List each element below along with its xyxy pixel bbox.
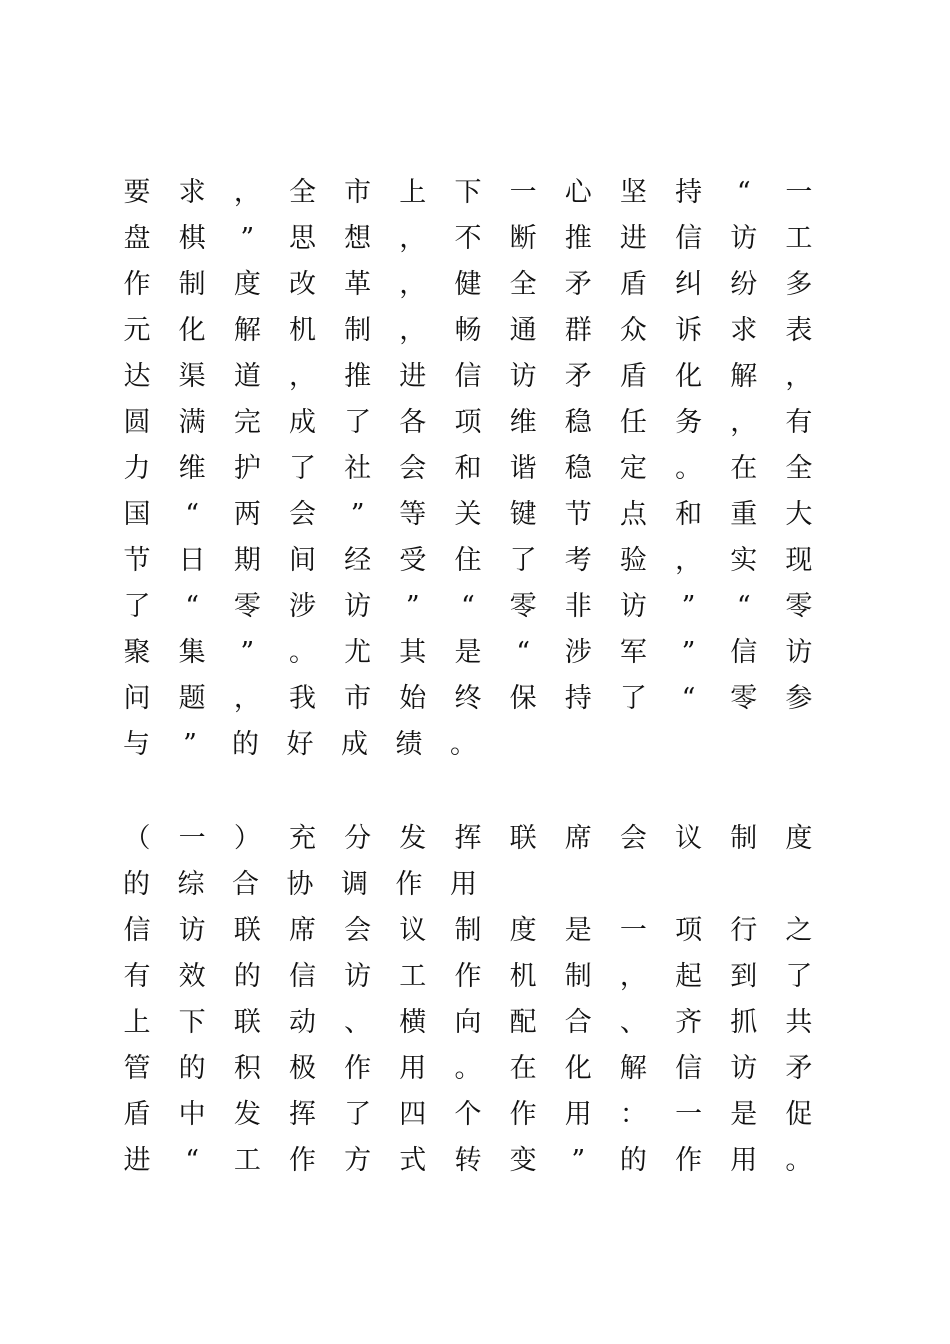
text-char: 访 <box>785 637 813 668</box>
text-char: 节 <box>123 545 151 576</box>
text-char: 健 <box>454 269 482 300</box>
text-char: ， <box>399 315 427 346</box>
text-char: “ <box>185 1145 200 1176</box>
text-char: 与 <box>123 729 150 760</box>
text-char: 。 <box>675 453 703 484</box>
text-char: 持 <box>564 683 592 714</box>
text-char: 是 <box>454 637 482 668</box>
text-char: 有 <box>785 407 813 438</box>
text-char: 共 <box>785 1007 813 1038</box>
text-char: ， <box>399 223 427 254</box>
text-char: 下 <box>178 1007 206 1038</box>
text-char: 验 <box>619 545 647 576</box>
text-char: 社 <box>344 453 372 484</box>
text-char: 用 <box>399 1053 427 1084</box>
text-char: 维 <box>178 453 206 484</box>
text-char: 项 <box>454 407 482 438</box>
text-char: 满 <box>178 407 206 438</box>
text-char: 化 <box>564 1053 592 1084</box>
text-char: 有 <box>123 961 151 992</box>
text-char: 节 <box>564 499 592 530</box>
text-char: 等 <box>399 499 427 530</box>
text-char: 元 <box>123 315 151 346</box>
text-char: 一 <box>509 177 537 208</box>
text-char: 好 <box>286 729 314 760</box>
text-char: 到 <box>730 961 758 992</box>
text-char: 盘 <box>123 223 151 254</box>
text-char: 化 <box>178 315 206 346</box>
text-char: 。 <box>454 1053 482 1084</box>
text-char: 上 <box>399 177 427 208</box>
text-char: 向 <box>454 1007 482 1038</box>
text-char: 改 <box>288 269 316 300</box>
text-char: 促 <box>785 1099 813 1130</box>
text-char: 其 <box>399 637 427 668</box>
text-char: 齐 <box>675 1007 703 1038</box>
text-char: 众 <box>619 315 647 346</box>
text-char: 变 <box>509 1145 537 1176</box>
text-char: 的 <box>178 1053 206 1084</box>
text-char: 渠 <box>178 361 206 392</box>
text-char: 重 <box>730 499 758 530</box>
text-char: “ <box>185 499 200 530</box>
text-char: 一 <box>178 823 206 854</box>
text-char: 合 <box>564 1007 592 1038</box>
text-char: 完 <box>233 407 261 438</box>
text-char: 转 <box>454 1145 482 1176</box>
text-char: 作 <box>675 1145 703 1176</box>
text-char: 定 <box>619 453 647 484</box>
text-char: 涉 <box>288 591 316 622</box>
text-char: 联 <box>509 823 537 854</box>
text-char: 是 <box>730 1099 758 1130</box>
text-char: 国 <box>123 499 151 530</box>
text-char: ， <box>619 961 647 992</box>
text-char: 访 <box>344 591 372 622</box>
text-char: “ <box>681 683 696 714</box>
section-heading-line <box>123 862 813 908</box>
text-char: 期 <box>233 545 261 576</box>
text-char: ， <box>399 269 427 300</box>
text-char: 了 <box>785 961 813 992</box>
text-char: 度 <box>509 915 537 946</box>
text-char: 点 <box>619 499 647 530</box>
text-char: 会 <box>399 453 427 484</box>
section-coordination <box>123 816 813 1184</box>
text-char: 极 <box>288 1053 316 1084</box>
text-line <box>123 492 813 538</box>
text-char: 求 <box>178 177 206 208</box>
text-line <box>123 1000 813 1046</box>
text-char: 矛 <box>564 269 592 300</box>
text-char: 保 <box>509 683 537 714</box>
text-char: 会 <box>288 499 316 530</box>
text-char: ， <box>233 683 261 714</box>
text-char: 持 <box>675 177 703 208</box>
text-char: 工 <box>233 1145 261 1176</box>
text-line <box>123 1138 813 1184</box>
text-char: 制 <box>178 269 206 300</box>
text-char: ： <box>619 1099 647 1130</box>
text-char: 、 <box>619 1007 647 1038</box>
text-char: 了 <box>509 545 537 576</box>
text-char: 考 <box>564 545 592 576</box>
text-char: 盾 <box>619 361 647 392</box>
text-char: 度 <box>785 823 813 854</box>
text-char: （ <box>123 823 151 854</box>
text-char: 作 <box>288 1145 316 1176</box>
text-char: ” <box>405 591 420 622</box>
text-char: ， <box>675 545 703 576</box>
text-char: 制 <box>730 823 758 854</box>
text-char: 受 <box>399 545 427 576</box>
text-char: ） <box>233 823 261 854</box>
text-char: 工 <box>399 961 427 992</box>
text-char: 两 <box>233 499 261 530</box>
text-char: 成 <box>288 407 316 438</box>
text-char: 。 <box>785 1145 813 1176</box>
text-char: ” <box>350 499 365 530</box>
text-line <box>123 216 813 262</box>
text-char: 的 <box>619 1145 647 1176</box>
text-char: 的 <box>232 729 259 760</box>
text-char: 稳 <box>564 453 592 484</box>
text-char: 求 <box>730 315 758 346</box>
text-char: 务 <box>675 407 703 438</box>
text-char: 达 <box>123 361 151 392</box>
text-char: “ <box>736 591 751 622</box>
text-char: 纷 <box>730 269 758 300</box>
text-char: 充 <box>288 823 316 854</box>
text-char: 涉 <box>564 637 592 668</box>
text-char: 信 <box>454 361 482 392</box>
text-char: 访 <box>730 1053 758 1084</box>
text-char: 机 <box>288 315 316 346</box>
text-char: “ <box>461 591 475 622</box>
text-line <box>123 400 813 446</box>
text-char: 访 <box>619 591 647 622</box>
text-line <box>123 1092 813 1138</box>
text-char: 调 <box>341 869 368 900</box>
text-char: 矛 <box>785 1053 813 1084</box>
text-char: 横 <box>399 1007 427 1038</box>
text-char: 下 <box>454 177 482 208</box>
text-char: 解 <box>233 315 261 346</box>
text-line <box>123 908 813 954</box>
text-char: 会 <box>344 915 372 946</box>
text-char: 化 <box>675 361 703 392</box>
text-char: 积 <box>233 1053 261 1084</box>
text-char: 成 <box>341 729 368 760</box>
text-char: 。 <box>288 637 316 668</box>
text-char: ， <box>730 407 758 438</box>
text-char: 谐 <box>509 453 537 484</box>
text-char: ” <box>240 637 255 668</box>
text-char: 联 <box>233 1007 261 1038</box>
text-char: 解 <box>619 1053 647 1084</box>
text-char: 用 <box>730 1145 758 1176</box>
text-char: 四 <box>399 1099 427 1130</box>
text-char: 挥 <box>454 823 482 854</box>
text-char: 制 <box>344 315 372 346</box>
text-char: 是 <box>564 915 592 946</box>
text-char: 诉 <box>675 315 703 346</box>
text-char: 作 <box>344 1053 372 1084</box>
text-char: 维 <box>509 407 537 438</box>
text-char: 访 <box>509 361 537 392</box>
text-char: 上 <box>123 1007 151 1038</box>
text-char: 终 <box>454 683 482 714</box>
text-char: 制 <box>564 961 592 992</box>
text-char: 现 <box>785 545 813 576</box>
text-char: 解 <box>730 361 758 392</box>
text-char: 个 <box>454 1099 482 1130</box>
text-char: 合 <box>232 869 259 900</box>
text-char: 心 <box>564 177 592 208</box>
text-char: 市 <box>344 683 372 714</box>
text-char: 作 <box>454 961 482 992</box>
text-char: 了 <box>288 453 316 484</box>
text-char: 市 <box>344 177 372 208</box>
text-char: 推 <box>564 223 592 254</box>
text-char: 日 <box>178 545 206 576</box>
text-char: 访 <box>730 223 758 254</box>
text-char: 议 <box>399 915 427 946</box>
text-char: 表 <box>785 315 813 346</box>
section-heading-line <box>123 816 813 862</box>
text-char: 的 <box>123 869 150 900</box>
text-char: 畅 <box>454 315 482 346</box>
text-char: 行 <box>730 915 758 946</box>
text-char: 题 <box>178 683 206 714</box>
text-char: 在 <box>730 453 758 484</box>
text-char: “ <box>736 177 751 208</box>
text-line <box>123 584 813 630</box>
text-char: 稳 <box>564 407 592 438</box>
text-char: 方 <box>344 1145 372 1176</box>
text-char: 一 <box>675 1099 703 1130</box>
text-char: 席 <box>288 915 316 946</box>
text-char: 大 <box>785 499 813 530</box>
text-char: 在 <box>509 1053 537 1084</box>
text-char: 发 <box>399 823 427 854</box>
text-char: 抓 <box>730 1007 758 1038</box>
text-char: 纠 <box>675 269 703 300</box>
text-char: 进 <box>619 223 647 254</box>
text-char: ， <box>288 361 316 392</box>
text-line <box>123 446 813 492</box>
text-char: 协 <box>286 869 314 900</box>
text-char: 一 <box>785 177 813 208</box>
text-char: 力 <box>123 453 151 484</box>
text-char: 管 <box>123 1053 151 1084</box>
text-char: “ <box>516 637 530 668</box>
text-char: 间 <box>288 545 316 576</box>
text-char: 军 <box>619 637 647 668</box>
text-char: 推 <box>344 361 372 392</box>
text-char: 动 <box>288 1007 316 1038</box>
text-char: 进 <box>123 1145 151 1176</box>
text-char: 零 <box>730 683 758 714</box>
text-char: 全 <box>785 453 813 484</box>
text-char: 、 <box>344 1007 372 1038</box>
text-line <box>123 1046 813 1092</box>
text-char: ” <box>571 1145 586 1176</box>
text-char: 席 <box>564 823 592 854</box>
text-char: 护 <box>233 453 261 484</box>
text-char: 经 <box>344 545 372 576</box>
text-char: 零 <box>785 591 813 622</box>
text-char: 议 <box>675 823 703 854</box>
text-char: 了 <box>344 1099 372 1130</box>
text-char: 一 <box>619 915 647 946</box>
text-char: 信 <box>730 637 758 668</box>
text-line <box>123 722 813 768</box>
text-char: ” <box>681 637 696 668</box>
text-line <box>123 308 813 354</box>
text-char: 效 <box>178 961 206 992</box>
text-char: ” <box>183 729 197 760</box>
text-char: 不 <box>454 223 482 254</box>
text-char: ， <box>785 361 813 392</box>
text-char: ” <box>681 591 696 622</box>
text-char: 住 <box>454 545 482 576</box>
text-char: 始 <box>399 683 427 714</box>
text-line <box>123 354 813 400</box>
text-char: 盾 <box>123 1099 151 1130</box>
text-char: 起 <box>675 961 703 992</box>
text-char: 要 <box>123 177 151 208</box>
text-char: 集 <box>178 637 206 668</box>
text-line <box>123 170 813 216</box>
text-char: 进 <box>399 361 427 392</box>
text-char: 尤 <box>344 637 372 668</box>
text-char: 圆 <box>123 407 151 438</box>
text-line <box>123 676 813 722</box>
text-char: 了 <box>123 591 151 622</box>
text-char: 聚 <box>123 637 151 668</box>
text-char: 项 <box>675 915 703 946</box>
text-char: 了 <box>619 683 647 714</box>
text-char: 我 <box>288 683 316 714</box>
text-char: 通 <box>509 315 537 346</box>
text-char: 作 <box>509 1099 537 1130</box>
text-char: 用 <box>564 1099 592 1130</box>
text-char: 之 <box>785 915 813 946</box>
text-char: 信 <box>675 223 703 254</box>
text-char: 制 <box>454 915 482 946</box>
text-char: 矛 <box>564 361 592 392</box>
text-char: 作 <box>395 869 423 900</box>
text-char: 信 <box>675 1053 703 1084</box>
text-char: 道 <box>233 361 261 392</box>
text-char: 零 <box>509 591 537 622</box>
text-char: 访 <box>178 915 206 946</box>
text-char: 革 <box>344 269 372 300</box>
text-char: 综 <box>177 869 205 900</box>
text-char: 绩 <box>395 729 423 760</box>
text-char: 工 <box>785 223 813 254</box>
text-char: “ <box>185 591 200 622</box>
text-char: 群 <box>564 315 592 346</box>
text-char: 键 <box>509 499 537 530</box>
text-char: 分 <box>344 823 372 854</box>
text-line <box>123 954 813 1000</box>
text-char: 用 <box>450 869 477 900</box>
text-char: 想 <box>344 223 372 254</box>
text-char: 各 <box>399 407 427 438</box>
text-char: 信 <box>288 961 316 992</box>
text-char: 机 <box>509 961 537 992</box>
text-line <box>123 262 813 308</box>
text-char: 零 <box>233 591 261 622</box>
text-char: 坚 <box>619 177 647 208</box>
text-char: 和 <box>454 453 482 484</box>
text-char: 了 <box>344 407 372 438</box>
text-char: 作 <box>123 269 151 300</box>
text-char: 中 <box>178 1099 206 1130</box>
text-char: 联 <box>233 915 261 946</box>
text-char: 思 <box>288 223 316 254</box>
text-char: 发 <box>233 1099 261 1130</box>
text-char: 访 <box>344 961 372 992</box>
text-char: 问 <box>123 683 151 714</box>
paragraph-intro <box>123 170 813 768</box>
text-char: ， <box>233 177 261 208</box>
text-char: 关 <box>454 499 482 530</box>
text-char: 全 <box>288 177 316 208</box>
text-char: 盾 <box>619 269 647 300</box>
text-line <box>123 630 813 676</box>
text-line <box>123 538 813 584</box>
text-char: 棋 <box>178 223 206 254</box>
text-char: 和 <box>675 499 703 530</box>
text-char: 挥 <box>288 1099 316 1130</box>
text-char: 会 <box>619 823 647 854</box>
text-char: 非 <box>564 591 592 622</box>
text-char: 断 <box>509 223 537 254</box>
text-char: 参 <box>785 683 813 714</box>
text-char: 配 <box>509 1007 537 1038</box>
text-char: 度 <box>233 269 261 300</box>
text-char: 全 <box>509 269 537 300</box>
text-char: 实 <box>730 545 758 576</box>
text-char: 任 <box>619 407 647 438</box>
text-char: 多 <box>785 269 813 300</box>
text-char: ” <box>240 223 255 254</box>
text-char: 信 <box>123 915 151 946</box>
text-char: 式 <box>399 1145 427 1176</box>
text-char: 的 <box>233 961 261 992</box>
text-char: 。 <box>450 729 477 760</box>
